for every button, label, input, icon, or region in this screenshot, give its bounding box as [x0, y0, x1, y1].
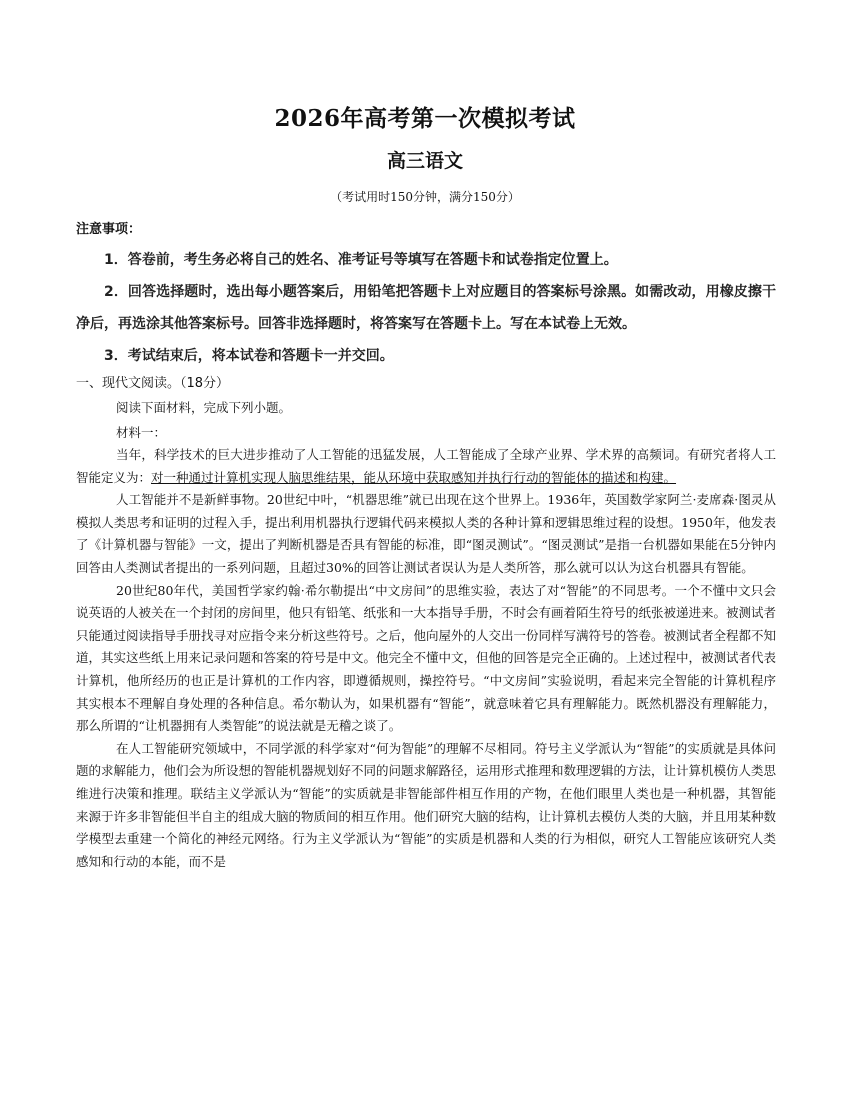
definition-underlined: 对一种通过计算机实现人脑思维结果，能从环境中获取感知并执行行动的智能体的描述和构建。: [151, 469, 677, 485]
material-label: 材料一：: [116, 425, 167, 440]
paragraph: [76, 444, 776, 489]
exam-subject: 高三语文: [386, 150, 463, 172]
paragraph: 在人工智能研究领域中，不同学派的科学家对“何为智能”的理解不尽相同。符号主义学派认为“智能”的实质就是具体问题的求解能力，他们会为所设想的智能机器规划好不同的问题求解路径，运用形式推理和数理逻辑的方法，让计算机模仿人类思维进行决策和推理。联结主义学派认为“智能”的实质就是非智能部件相互作用的产物，在他们眼里人类也是一种机器，其智能来源于许多非智能但半自主的组成大脑的物质间的相互作用。他们研究大脑的结构，让计算机去模仿人类的大脑，并且用某种数学模型去重建一个简化的神经元网络。行为主义学派认为“智能”的实质是机器和人类的行为相似，研究人工智能应该研究人类感知和行动的本能，而不是: [76, 740, 777, 869]
paragraph: 人工智能并不是新鲜事物。20世纪中叶，“机器思维”就已出现在这个世界上。1936年，英国数学家阿兰·麦席森·图灵从模拟人类思考和证明的过程入手，提出利用机器执行逻辑代码来模拟人类的各种计算和逻辑思维过程的设想。1950年，他发表了《计算机器与智能》一文，提出了判断机器是否具有智能的标准，即“图灵测试”。“图灵测试”是指一台机器如果能在5分钟内回答由人类测试者提出的一系列问题，且超过30%的回答让测试者误认为是人类所答，那么就可以认为这台机器具有智能。: [76, 492, 776, 575]
notice-item: 2．回答选择题时，选出每小题答案后，用铅笔把答题卡上对应题目的答案标号涂黑。如需改动，用橡皮擦干净后，再选涂其他答案标号。回答非选择题时，将答案写在答题卡上。写在本试卷上无效。: [76, 284, 776, 332]
section-heading: 一、现代文阅读。（18分）: [76, 376, 230, 391]
notice-item: 1．答卷前，考生务必将自己的姓名、准考证号等填写在答题卡和试卷指定位置上。: [104, 252, 618, 268]
notice-item: 3．考试结束后，将本试卷和答题卡一并交回。: [104, 348, 394, 364]
notice-list: [76, 244, 776, 372]
reading-instruction: 阅读下面材料，完成下列小题。: [116, 400, 292, 415]
paragraph-text: 当年，科学技术的巨大进步推动了人工智能的迅猛发展，人工智能成了全球产业界、学术界的高频词。有研究者将人工智能定义为：: [76, 447, 776, 485]
material-body: [76, 444, 776, 873]
notice-title: 注意事项：: [76, 222, 142, 237]
exam-info: （考试用时150分钟，满分150分）: [330, 190, 520, 204]
paragraph: 20世纪80年代，美国哲学家约翰·希尔勒提出“中文房间”的思维实验，表达了对“智能”的不同思考。一个不懂中文只会说英语的人被关在一个封闭的房间里，他只有铅笔、纸张和一大本指导手册，不时会有画着陌生符号的纸张被递进来。被测试者只能通过阅读指导手册找寻对应指令来分析这些符号。之后，他向屋外的人交出一份同样写满符号的答卷。被测试者全程都不知道，其实这些纸上用来记录问题和答案的符号是中文。他完全不懂中文，但他的回答是完全正确的。上述过程中，被测试者代表计算机，他所经历的也正是计算机的工作内容，即遵循规则，操控符号。“中文房间”实验说明，看起来完全智能的计算机程序其实根本不理解自身处理的各种信息。希尔勒认为，如果机器有“智能”，就意味着它具有理解能力。既然机器没有理解能力，那么所谓的“让机器拥有人类智能”的说法就是无稽之谈了。: [76, 582, 777, 734]
exam-title: 2026年高考第一次模拟考试: [274, 105, 576, 132]
